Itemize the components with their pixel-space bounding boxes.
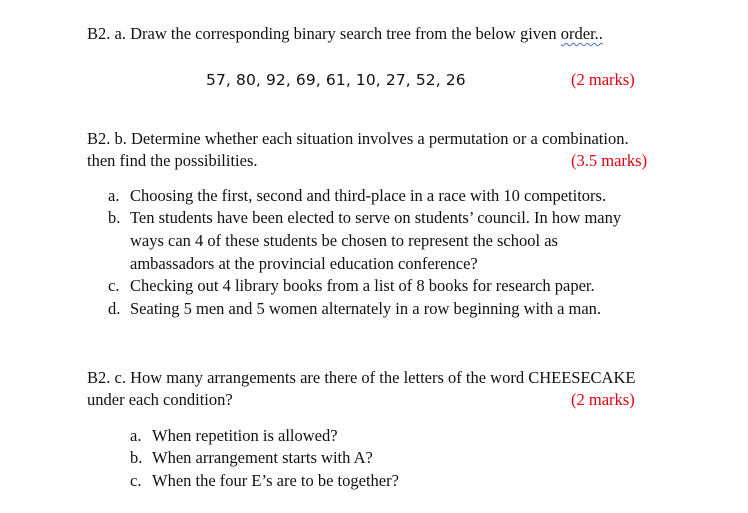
marks-label-b: (3.5 marks) xyxy=(571,151,648,170)
marks-label-c: (2 marks) xyxy=(571,390,635,409)
list-item-text: When arrangement starts with A? xyxy=(152,448,373,467)
list-item-label: a. xyxy=(108,186,120,205)
spellcheck-word: order.. xyxy=(560,24,603,43)
list-item-continuation: ambassadors at the provincial education conference? xyxy=(130,254,478,273)
list-item xyxy=(130,448,373,468)
list-item-text: When the four E’s are to be together? xyxy=(152,471,399,490)
list-item-text: When repetition is allowed? xyxy=(152,426,338,445)
list-item-continuation: ways can 4 of these students be chosen to represent the school as xyxy=(130,231,558,250)
list-item xyxy=(130,426,338,446)
question-a-heading-text: B2. a. Draw the corresponding binary search tree from the below given xyxy=(87,24,561,43)
question-b-heading-line2: then find the possibilities. xyxy=(87,151,258,170)
list-item-label: d. xyxy=(108,299,121,318)
list-item xyxy=(108,299,601,319)
list-item xyxy=(108,276,595,296)
list-item xyxy=(108,186,606,206)
question-c-heading-line2: under each condition? xyxy=(87,390,233,409)
marks-label-a: (2 marks) xyxy=(571,70,635,89)
list-item xyxy=(130,471,399,491)
list-item-text: Seating 5 men and 5 women alternately in a row beginning with a man. xyxy=(130,299,602,318)
list-item-label: b. xyxy=(130,448,143,467)
list-item-label: c. xyxy=(108,276,120,295)
list-item-text: Choosing the first, second and third-place in a race with 10 competitors. xyxy=(130,186,607,205)
list-item-text: Checking out 4 library books from a list of 8 books for research paper. xyxy=(130,276,595,295)
list-item-label: b. xyxy=(108,208,121,227)
list-item xyxy=(108,208,621,228)
question-c-heading-line1: B2. c. How many arrangements are there of the letters of the word CHEESECAKE xyxy=(87,368,636,387)
list-item-label: a. xyxy=(130,426,142,445)
list-item-label: c. xyxy=(130,471,142,490)
list-item-text: Ten students have been elected to serve on students’ council. In how many xyxy=(130,208,622,227)
question-b-heading-line1: B2. b. Determine whether each situation involves a permutation or a combination. xyxy=(87,129,629,148)
number-sequence: 57, 80, 92, 69, 61, 10, 27, 52, 26 xyxy=(206,71,466,89)
question-a-heading xyxy=(87,24,603,44)
